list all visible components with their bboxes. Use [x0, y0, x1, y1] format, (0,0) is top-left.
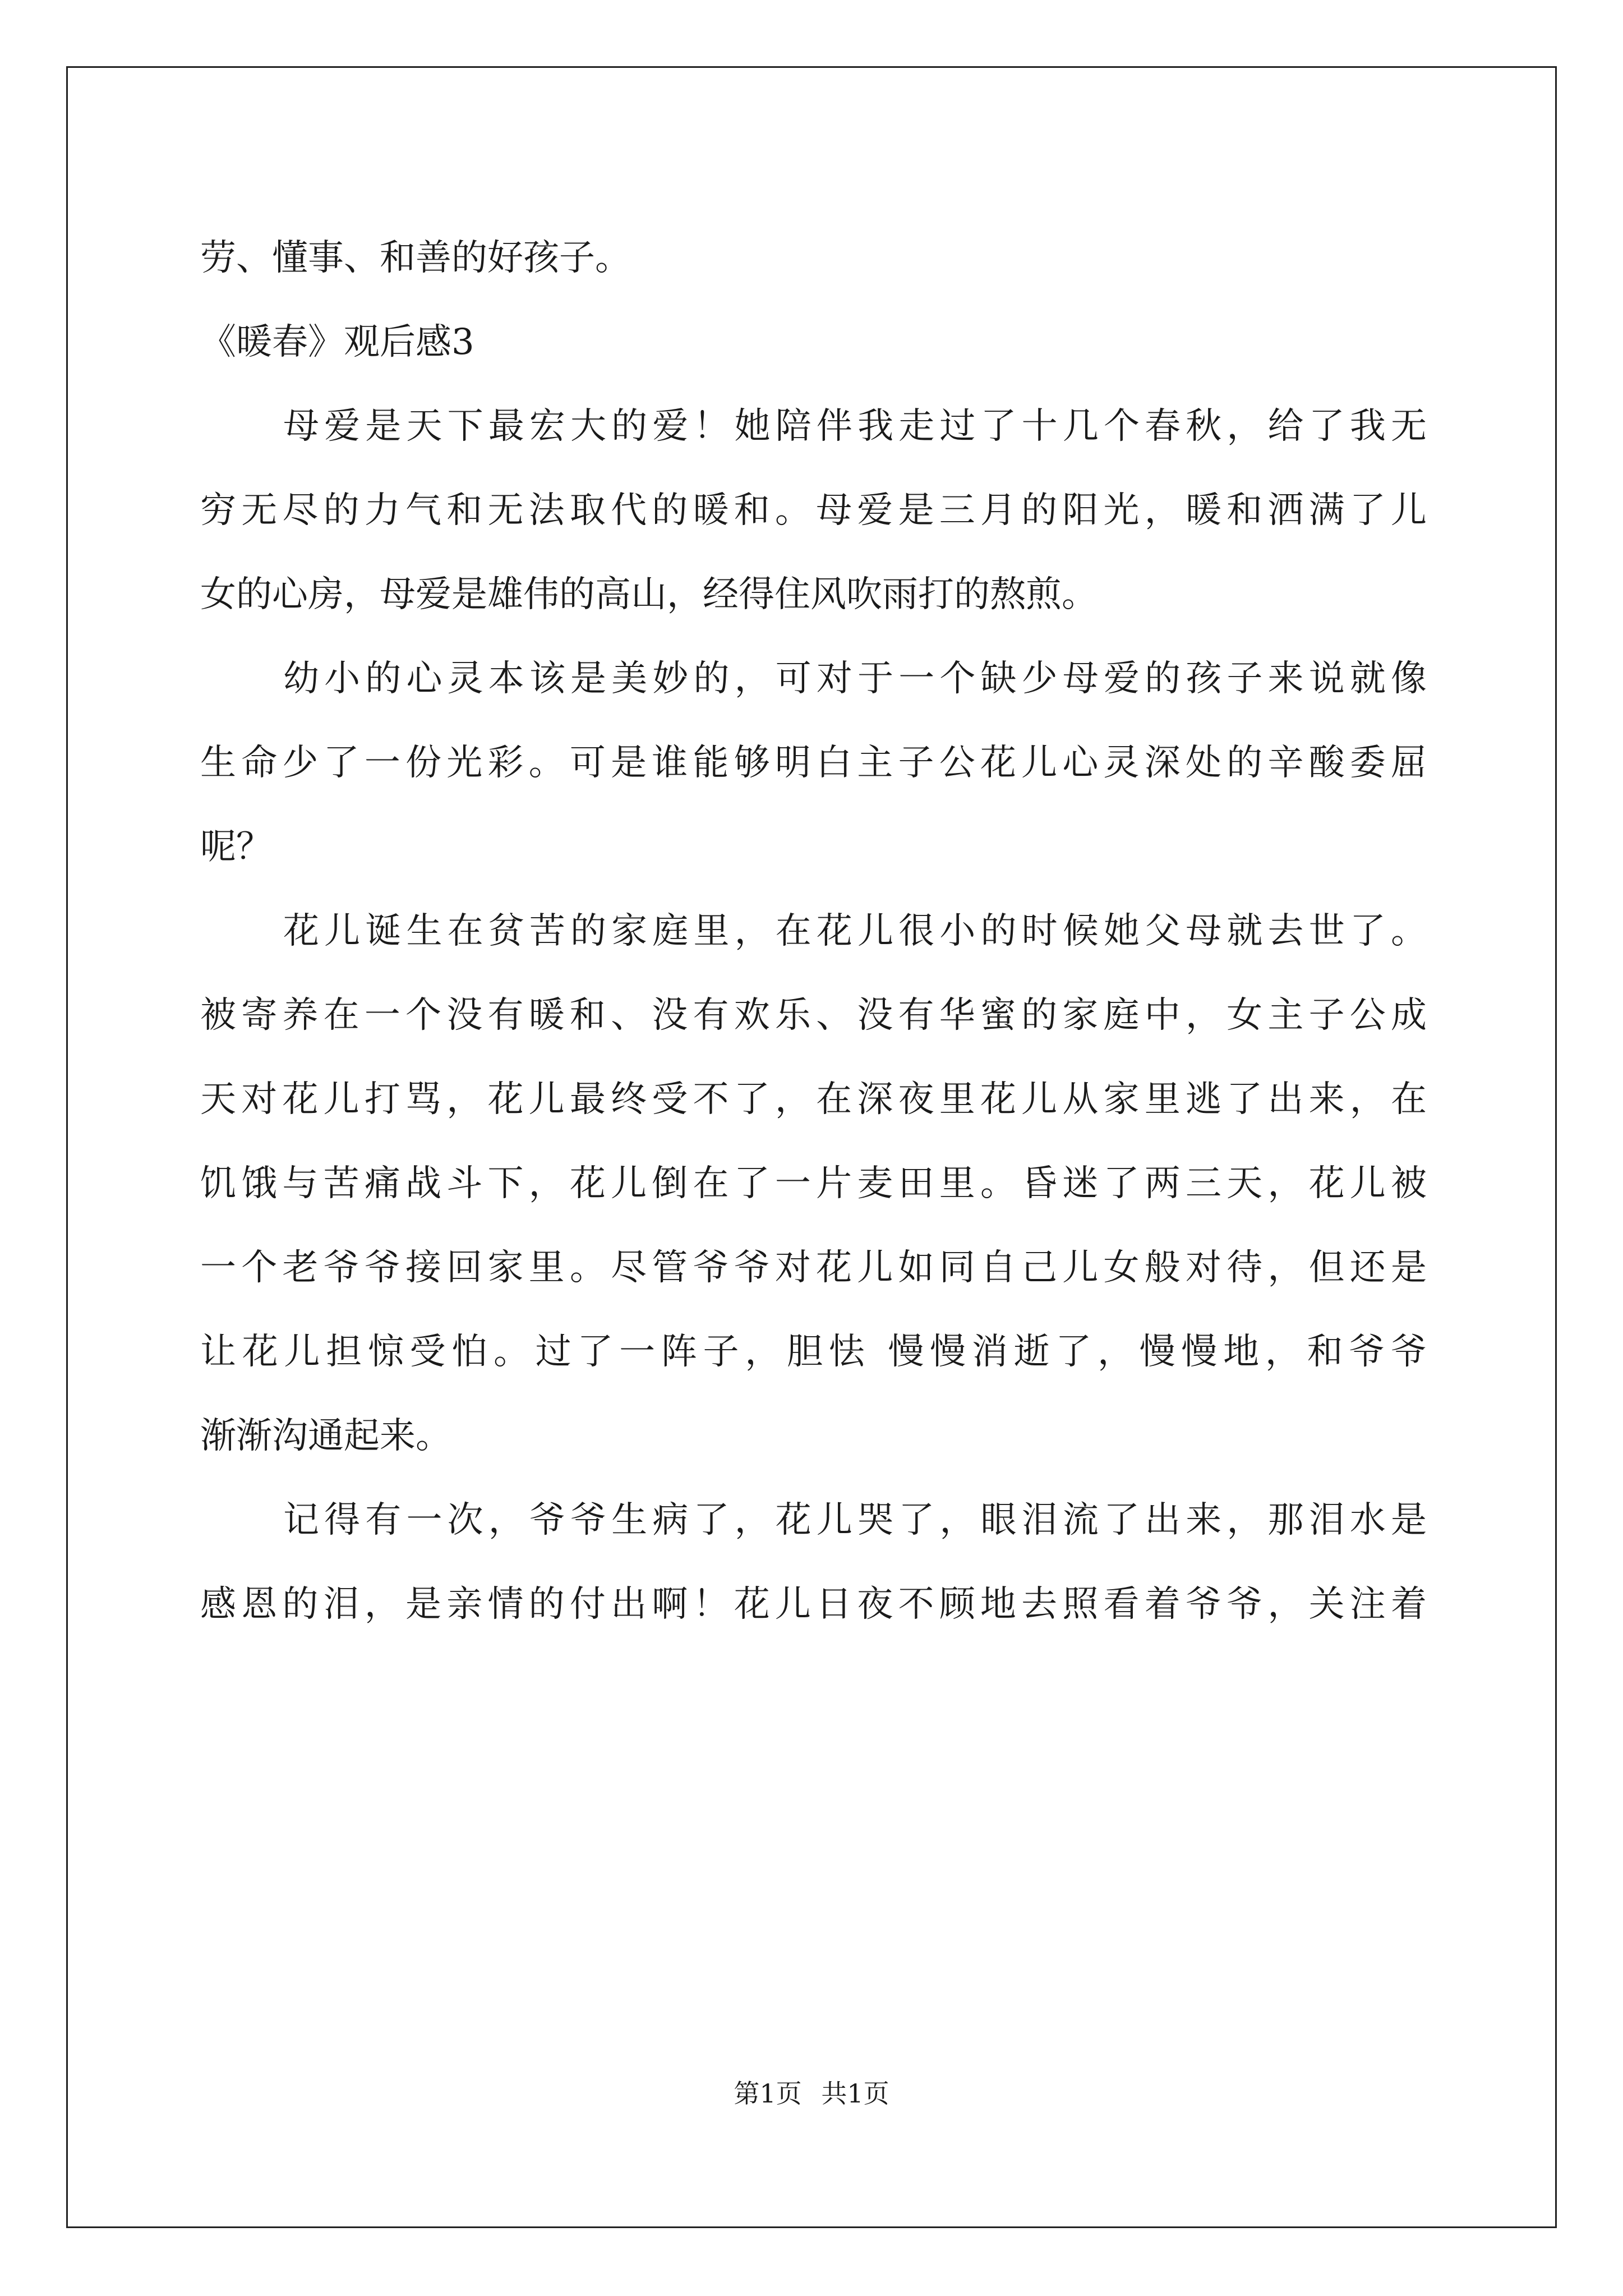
text-line: 女的心房，母爱是雄伟的高山，经得住风吹雨打的熬煎。 — [200, 574, 1098, 615]
text-line: 穷无尽的力气和无法取代的暖和。母爱是三月的阳光，暖和洒满了儿 — [200, 490, 1427, 531]
text-line: 一个老爷爷接回家里。尽管爷爷对花儿如同自己儿女般对待，但还是 — [200, 1247, 1427, 1289]
page-footer — [0, 2077, 1623, 2110]
text-line: 渐渐沟通起来。 — [200, 1415, 451, 1457]
section-heading: 《暖春》观后感3 — [200, 321, 474, 363]
text-line: 花儿诞生在贫苦的家庭里，在花儿很小的时候她父母就去世了。 — [283, 910, 1427, 952]
text-line: 劳、懂事、和善的好孩子。 — [200, 237, 631, 279]
text-line: 天对花儿打骂，花儿最终受不了，在深夜里花儿从家里逃了出来，在 — [200, 1079, 1427, 1120]
text-line: 记得有一次，爷爷生病了，花儿哭了，眼泪流了出来，那泪水是 — [283, 1499, 1427, 1541]
text-line: 感恩的泪，是亲情的付出啊！花儿日夜不顾地去照看着爷爷，关注着 — [200, 1584, 1427, 1625]
text-line: 生命少了一份光彩。可是谁能够明白主子公花儿心灵深处的辛酸委屈 — [200, 742, 1427, 784]
text-line: 饥饿与苦痛战斗下，花儿倒在了一片麦田里。昏迷了两三天，花儿被 — [200, 1163, 1427, 1204]
text-line: 幼小的心灵本该是美妙的，可对于一个缺少母爱的孩子来说就像 — [283, 658, 1427, 700]
text-line: 让花儿担惊受怕。过了一阵子，胆怯 慢慢消逝了，慢慢地，和爷爷 — [200, 1331, 1427, 1373]
page-total: 共1页 — [821, 2078, 889, 2109]
text-line: 母爱是天下最宏大的爱！她陪伴我走过了十几个春秋，给了我无 — [283, 406, 1427, 447]
page-number: 第1页 — [734, 2078, 802, 2109]
text-line: 呢？ — [200, 826, 272, 868]
text-line: 被寄养在一个没有暖和、没有欢乐、没有华蜜的家庭中，女主子公成 — [200, 995, 1427, 1036]
document-body — [200, 216, 1427, 1646]
